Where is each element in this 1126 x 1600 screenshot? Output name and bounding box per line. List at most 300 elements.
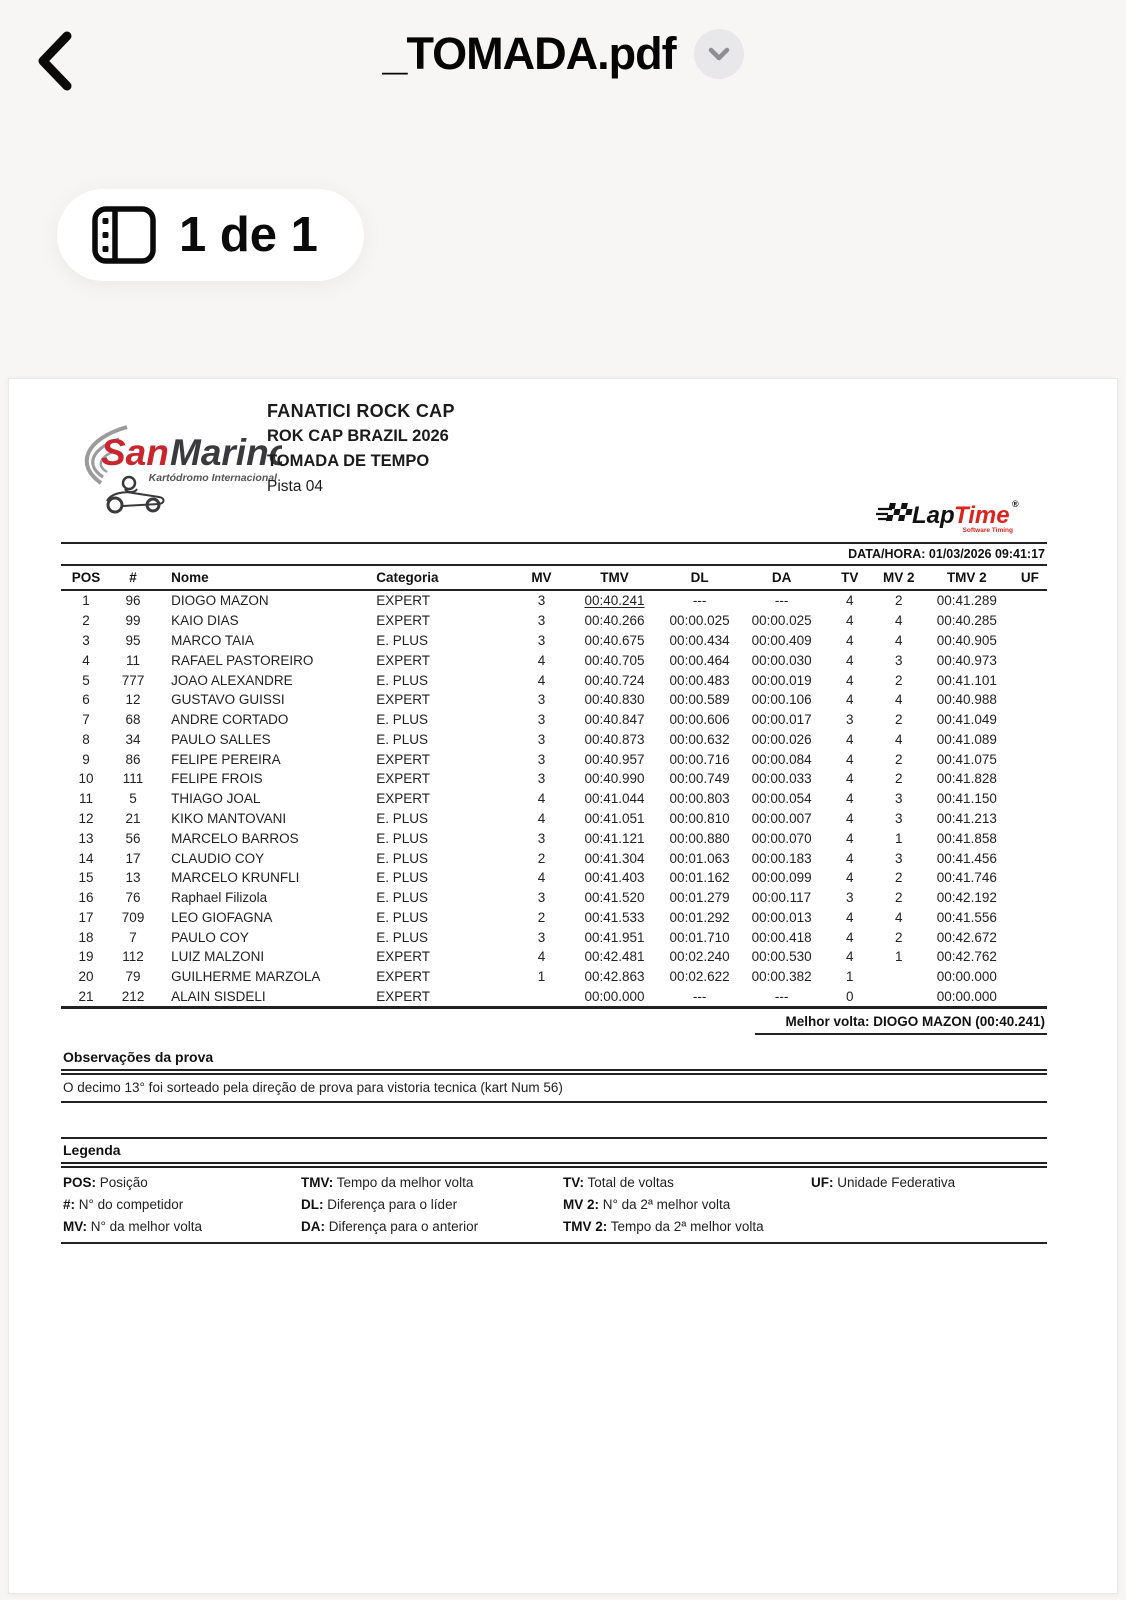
table-cell: 2 — [537, 909, 546, 925]
table-cell: E. PLUS — [376, 731, 429, 747]
table-cell: E. PLUS — [376, 632, 429, 648]
laptime-word-time: Time — [954, 502, 1010, 529]
table-row — [61, 749, 1047, 769]
table-cell: 00:01.279 — [669, 890, 730, 906]
table-cell: 2 — [537, 850, 546, 866]
column-header: DA — [741, 566, 823, 590]
table-cell: 00:00.810 — [669, 810, 730, 826]
table-cell: 76 — [125, 890, 141, 906]
table-cell: EXPERT — [376, 652, 431, 668]
table-cell: EXPERT — [376, 989, 431, 1005]
table-cell: 00:40.873 — [584, 731, 645, 747]
table-row — [61, 908, 1047, 928]
table-cell: 00:01.292 — [669, 909, 730, 925]
table-cell: MARCELO BARROS — [171, 830, 299, 846]
divider — [755, 1033, 1047, 1035]
table-cell: LUIZ MALZONI — [171, 949, 265, 965]
table-cell: EXPERT — [376, 949, 431, 965]
table-cell: 3 — [537, 731, 546, 747]
table-cell — [1013, 967, 1047, 987]
table-cell: 00:00.803 — [669, 791, 730, 807]
table-cell — [1013, 631, 1047, 651]
table-cell: 4 — [845, 751, 854, 767]
table-cell: 2 — [895, 929, 903, 945]
table-cell: 00:41.304 — [584, 850, 645, 866]
table-cell: 4 — [845, 810, 854, 826]
table-cell: 4 — [845, 771, 854, 787]
table-cell: 4 — [82, 652, 90, 668]
table-cell: 13 — [78, 830, 94, 846]
best-lap-label: Melhor volta: DIOGO MAZON (00:40.241) — [785, 1014, 1045, 1030]
table-cell: 6 — [82, 692, 90, 708]
legend-item: TMV 2: Tempo da 2ª melhor volta — [563, 1219, 764, 1235]
logo-word-san: San — [101, 432, 169, 473]
table-cell: MARCO TAIA — [171, 632, 254, 648]
table-cell: E. PLUS — [376, 850, 429, 866]
table-cell: GUILHERME MARZOLA — [171, 969, 321, 985]
column-header: TMV — [570, 566, 658, 590]
table-row — [61, 967, 1047, 987]
table-cell: 00:00.070 — [751, 830, 812, 846]
table-cell — [1013, 729, 1047, 749]
table-cell: 8 — [82, 731, 90, 747]
table-cell: 79 — [125, 969, 141, 985]
column-header: TV — [823, 566, 877, 590]
table-cell: 3 — [82, 632, 90, 648]
table-cell — [1013, 888, 1047, 908]
timing-table-body — [61, 590, 1047, 1006]
table-cell: EXPERT — [376, 969, 431, 985]
observations-section — [61, 1046, 1047, 1103]
table-cell: E. PLUS — [376, 890, 429, 906]
table-cell: --- — [692, 593, 707, 609]
table-cell: 00:00.632 — [669, 731, 730, 747]
table-cell: 4 — [845, 613, 854, 629]
table-cell: 4 — [845, 949, 854, 965]
table-cell: 4 — [537, 652, 546, 668]
table-cell: 00:41.101 — [936, 672, 997, 688]
laptime-logo — [876, 493, 1021, 535]
table-cell: 00:40.266 — [584, 613, 645, 629]
table-row — [61, 888, 1047, 908]
table-cell: FELIPE FROIS — [171, 771, 263, 787]
table-row — [61, 590, 1047, 611]
report-content — [61, 542, 1047, 1244]
table-cell: EXPERT — [376, 771, 431, 787]
table-cell: 00:00.007 — [751, 810, 812, 826]
legend-item: MV 2: N° da 2ª melhor volta — [563, 1197, 731, 1213]
table-row — [61, 650, 1047, 670]
table-cell: 5 — [129, 791, 137, 807]
timing-table — [61, 566, 1047, 1006]
table-cell — [1013, 690, 1047, 710]
laptime-reg: ® — [1012, 499, 1019, 509]
table-cell: 13 — [125, 870, 141, 886]
table-cell: ANDRE CORTADO — [171, 712, 289, 728]
table-cell: 00:41.533 — [584, 909, 645, 925]
table-cell: 00:41.075 — [936, 751, 997, 767]
table-cell: 00:00.530 — [751, 949, 812, 965]
table-cell: 00:40.830 — [584, 692, 645, 708]
table-cell: 4 — [537, 672, 546, 688]
table-row — [61, 848, 1047, 868]
table-cell: JOAO ALEXANDRE — [171, 672, 293, 688]
document-header — [267, 399, 455, 499]
table-cell: 777 — [121, 672, 145, 688]
table-cell: 00:00.030 — [751, 652, 812, 668]
table-cell: 00:01.063 — [669, 850, 730, 866]
column-header: POS — [61, 566, 111, 590]
table-cell: 00:40.990 — [584, 771, 645, 787]
table-cell: 4 — [845, 692, 854, 708]
table-cell: CLAUDIO COY — [171, 850, 265, 866]
table-cell: 4 — [845, 652, 854, 668]
divider — [61, 1101, 1047, 1103]
table-cell: 34 — [125, 731, 141, 747]
legend-item: TV: Total de voltas — [563, 1175, 674, 1190]
table-cell: 4 — [895, 692, 903, 708]
table-cell: 00:40.675 — [584, 632, 645, 648]
observations-heading: Observações da prova — [63, 1049, 214, 1066]
table-cell: 00:00.054 — [751, 791, 812, 807]
page-indicator-label: 1 de 1 — [179, 208, 318, 262]
table-cell: 4 — [845, 870, 854, 886]
table-cell — [1013, 769, 1047, 789]
table-cell: 00:00.483 — [669, 672, 730, 688]
table-cell: 4 — [845, 672, 854, 688]
table-cell: 2 — [895, 751, 903, 767]
table-cell — [1013, 987, 1047, 1007]
table-cell: 19 — [78, 949, 94, 965]
table-row — [61, 670, 1047, 690]
table-cell: 20 — [78, 969, 94, 985]
table-cell: 4 — [845, 830, 854, 846]
table-cell: 00:00.033 — [751, 771, 812, 787]
table-cell: 4 — [845, 929, 854, 945]
table-cell — [1013, 828, 1047, 848]
session-title: TOMADA DE TEMPO — [267, 452, 430, 470]
table-cell: 00:40.988 — [936, 692, 997, 708]
table-cell: 4 — [845, 850, 854, 866]
table-cell: 00:42.672 — [936, 929, 997, 945]
table-cell — [877, 987, 921, 1007]
table-cell: --- — [774, 989, 789, 1005]
page-thumbnails-icon — [91, 205, 157, 265]
table-cell — [512, 987, 570, 1007]
laptime-subtitle: Software Timing — [962, 527, 1013, 534]
table-cell: 00:00.084 — [751, 751, 812, 767]
table-cell: 00:40.285 — [936, 613, 997, 629]
table-cell: 1 — [82, 593, 90, 609]
table-cell: 12 — [78, 810, 94, 826]
table-cell: 111 — [122, 771, 144, 787]
table-cell: 00:01.162 — [669, 870, 730, 886]
table-cell: 00:00.409 — [751, 632, 812, 648]
table-cell: 11 — [126, 652, 141, 668]
table-cell: E. PLUS — [376, 712, 429, 728]
table-cell: 4 — [895, 731, 903, 747]
table-cell: 3 — [537, 692, 546, 708]
page-indicator-pill[interactable] — [57, 189, 364, 281]
legend-item: TMV: Tempo da melhor volta — [301, 1175, 474, 1190]
table-cell: RAFAEL PASTOREIRO — [171, 652, 314, 668]
table-cell: 17 — [78, 909, 94, 925]
table-cell: 3 — [537, 929, 546, 945]
table-cell — [1013, 650, 1047, 670]
table-cell: FELIPE PEREIRA — [171, 751, 281, 767]
table-cell: 17 — [125, 850, 141, 866]
table-cell: GUSTAVO GUISSI — [171, 692, 285, 708]
table-cell — [1013, 848, 1047, 868]
table-cell: 00:00.019 — [751, 672, 812, 688]
table-cell: 00:41.150 — [936, 791, 997, 807]
table-cell: 9 — [82, 751, 90, 767]
table-cell: 4 — [845, 593, 854, 609]
table-cell: 4 — [537, 870, 546, 886]
legend-item: UF: Unidade Federativa — [811, 1175, 956, 1190]
table-cell: 00:00.026 — [751, 731, 812, 747]
table-cell: 1 — [845, 969, 854, 985]
table-row — [61, 631, 1047, 651]
table-cell: 3 — [537, 771, 546, 787]
table-cell: 00:01.710 — [669, 929, 730, 945]
table-cell: EXPERT — [376, 692, 431, 708]
table-cell: 2 — [895, 593, 903, 609]
table-cell: 4 — [845, 791, 854, 807]
table-cell: 99 — [125, 613, 141, 629]
table-cell: 00:00.183 — [751, 850, 812, 866]
table-cell: 00:00.000 — [584, 989, 645, 1005]
table-row — [61, 947, 1047, 967]
table-cell — [1013, 868, 1047, 888]
table-cell: 00:41.089 — [936, 731, 997, 747]
table-cell: E. PLUS — [376, 810, 429, 826]
column-header: # — [111, 566, 155, 590]
column-header: MV — [512, 566, 570, 590]
column-header: TMV 2 — [921, 566, 1013, 590]
table-row — [61, 868, 1047, 888]
table-cell: 1 — [895, 949, 903, 965]
san-marino-logo — [67, 409, 282, 517]
table-cell: ALAIN SISDELI — [171, 989, 266, 1005]
table-cell: 3 — [537, 830, 546, 846]
page-title: _TOMADA.pdf — [382, 28, 676, 79]
table-cell: 00:41.556 — [936, 909, 997, 925]
legend-item: MV: N° da melhor volta — [63, 1219, 202, 1235]
table-cell: 00:02.622 — [669, 969, 730, 985]
table-cell: 2 — [895, 771, 903, 787]
table-cell: 00:41.403 — [584, 870, 645, 886]
table-cell: 00:41.746 — [936, 870, 997, 886]
table-cell: 00:42.481 — [584, 949, 645, 965]
track-label: Pista 04 — [267, 478, 324, 495]
table-cell — [1013, 927, 1047, 947]
titlebar — [0, 28, 1126, 80]
table-cell: 5 — [82, 672, 90, 688]
table-cell: 56 — [125, 830, 141, 846]
table-cell: 2 — [895, 870, 903, 886]
table-cell: 00:41.049 — [936, 712, 997, 728]
column-header: Categoria — [360, 566, 512, 590]
table-cell: 3 — [895, 810, 903, 826]
table-cell — [1013, 611, 1047, 631]
table-cell: 1 — [537, 969, 546, 985]
table-cell: 00:40.973 — [936, 652, 997, 668]
table-row — [61, 710, 1047, 730]
table-row — [61, 927, 1047, 947]
table-cell — [1013, 710, 1047, 730]
table-cell: 11 — [79, 791, 94, 807]
table-cell: 00:41.858 — [936, 830, 997, 846]
table-cell: 3 — [537, 632, 546, 648]
table-cell: 3 — [895, 652, 903, 668]
table-cell: 00:00.106 — [751, 692, 812, 708]
table-cell: 3 — [895, 850, 903, 866]
table-cell: --- — [692, 989, 707, 1005]
table-cell: 4 — [537, 810, 546, 826]
table-cell: 00:41.044 — [584, 791, 645, 807]
table-cell — [1013, 749, 1047, 769]
table-cell: E. PLUS — [376, 909, 429, 925]
legend-item: DL: Diferença para o líder — [301, 1197, 458, 1213]
table-cell: KIKO MANTOVANI — [171, 810, 287, 826]
table-cell: 00:00.749 — [669, 771, 730, 787]
table-cell: 00:41.289 — [936, 593, 997, 609]
table-cell: 95 — [125, 632, 141, 648]
table-cell: 21 — [125, 810, 141, 826]
table-cell: 212 — [121, 989, 145, 1005]
table-cell: 00:41.951 — [584, 929, 645, 945]
table-cell: DIOGO MAZON — [171, 593, 269, 609]
table-header-row — [61, 566, 1047, 590]
column-header: UF — [1013, 566, 1047, 590]
table-cell: 3 — [845, 712, 854, 728]
legend-grid — [61, 1168, 1047, 1242]
table-cell: 00:40.957 — [584, 751, 645, 767]
table-cell: 4 — [845, 632, 854, 648]
table-cell: 3 — [537, 593, 546, 609]
table-cell: 3 — [537, 751, 546, 767]
table-cell: 4 — [845, 731, 854, 747]
table-row — [61, 987, 1047, 1007]
table-cell: 00:42.192 — [936, 890, 997, 906]
table-cell: 0 — [845, 989, 854, 1005]
table-cell: 00:00.464 — [669, 652, 730, 668]
table-cell — [1013, 809, 1047, 829]
table-cell: 4 — [537, 791, 546, 807]
table-cell: 3 — [537, 890, 546, 906]
table-cell: 4 — [537, 949, 546, 965]
table-cell: 00:40.705 — [584, 652, 645, 668]
table-cell: 00:40.905 — [936, 632, 997, 648]
table-cell: 00:00.117 — [752, 890, 812, 906]
table-cell: PAULO COY — [171, 929, 249, 945]
column-header: DL — [659, 566, 741, 590]
legend-section — [61, 1137, 1047, 1244]
table-cell: 00:02.240 — [669, 949, 730, 965]
table-cell: 86 — [125, 751, 141, 767]
table-cell: 14 — [78, 850, 94, 866]
table-cell: 00:40.241 — [584, 593, 645, 609]
table-cell: 3 — [895, 791, 903, 807]
observations-text: O decimo 13° foi sorteado pela direção de prova para vistoria tecnica (kart Num 56) — [63, 1080, 563, 1096]
table-cell — [1013, 670, 1047, 690]
table-cell: 00:41.520 — [584, 890, 645, 906]
legend-item: POS: Posição — [63, 1175, 148, 1190]
table-cell: 00:00.025 — [669, 613, 730, 629]
table-cell: EXPERT — [376, 613, 431, 629]
table-cell: 4 — [845, 909, 854, 925]
table-row — [61, 690, 1047, 710]
table-cell: 00:00.418 — [751, 929, 812, 945]
legend-item — [811, 1216, 1049, 1238]
table-cell — [1013, 908, 1047, 928]
table-cell: 15 — [78, 870, 94, 886]
table-cell: 00:00.013 — [751, 909, 812, 925]
table-cell: 4 — [895, 613, 903, 629]
table-cell: 2 — [895, 712, 903, 728]
table-cell: E. PLUS — [376, 830, 429, 846]
table-cell: 2 — [82, 613, 90, 629]
table-row — [61, 828, 1047, 848]
chevron-down-icon — [704, 39, 734, 69]
table-cell: 00:41.121 — [584, 830, 645, 846]
legend-heading: Legenda — [63, 1142, 121, 1159]
championship-title: ROK CAP BRAZIL 2026 — [267, 427, 449, 445]
table-cell: 1 — [895, 830, 903, 846]
table-row — [61, 729, 1047, 749]
table-cell: 00:00.434 — [669, 632, 730, 648]
table-cell: 2 — [895, 672, 903, 688]
legend-item: DA: Diferença para o anterior — [301, 1219, 479, 1235]
table-cell: 10 — [78, 771, 94, 787]
table-row — [61, 769, 1047, 789]
table-cell: 4 — [895, 909, 903, 925]
table-cell — [1013, 590, 1047, 611]
table-cell: 00:00.000 — [936, 989, 997, 1005]
table-cell: 00:00.099 — [751, 870, 812, 886]
file-options-button[interactable] — [694, 29, 744, 79]
table-cell: 68 — [125, 712, 141, 728]
table-cell: 00:41.051 — [584, 810, 645, 826]
column-header: MV 2 — [877, 566, 921, 590]
table-cell: Raphael Filizola — [171, 890, 268, 906]
table-cell: 96 — [125, 593, 141, 609]
table-cell — [1013, 947, 1047, 967]
table-cell: 3 — [537, 712, 546, 728]
table-cell: 00:41.828 — [936, 771, 997, 787]
table-cell: 00:00.382 — [751, 969, 812, 985]
datetime-stamp: DATA/HORA: 01/03/2026 09:41:17 — [848, 547, 1045, 561]
table-cell: 3 — [845, 890, 854, 906]
legend-item — [811, 1194, 1049, 1216]
event-title: FANATICI ROCK CAP — [267, 401, 455, 421]
table-cell: THIAGO JOAL — [171, 791, 261, 807]
table-cell: 00:42.762 — [936, 949, 997, 965]
table-cell: 00:40.847 — [584, 712, 645, 728]
table-cell: 00:00.880 — [669, 830, 730, 846]
table-cell: 00:00.025 — [751, 613, 812, 629]
pdf-page — [8, 378, 1118, 1594]
table-cell: E. PLUS — [376, 870, 429, 886]
table-cell: 2 — [895, 890, 903, 906]
table-cell: 7 — [82, 712, 90, 728]
table-cell: 00:40.724 — [584, 672, 645, 688]
column-header: Nome — [155, 566, 360, 590]
table-cell: 00:41.213 — [936, 810, 997, 826]
table-cell: 00:00.017 — [751, 712, 812, 728]
table-cell: 18 — [78, 929, 94, 945]
